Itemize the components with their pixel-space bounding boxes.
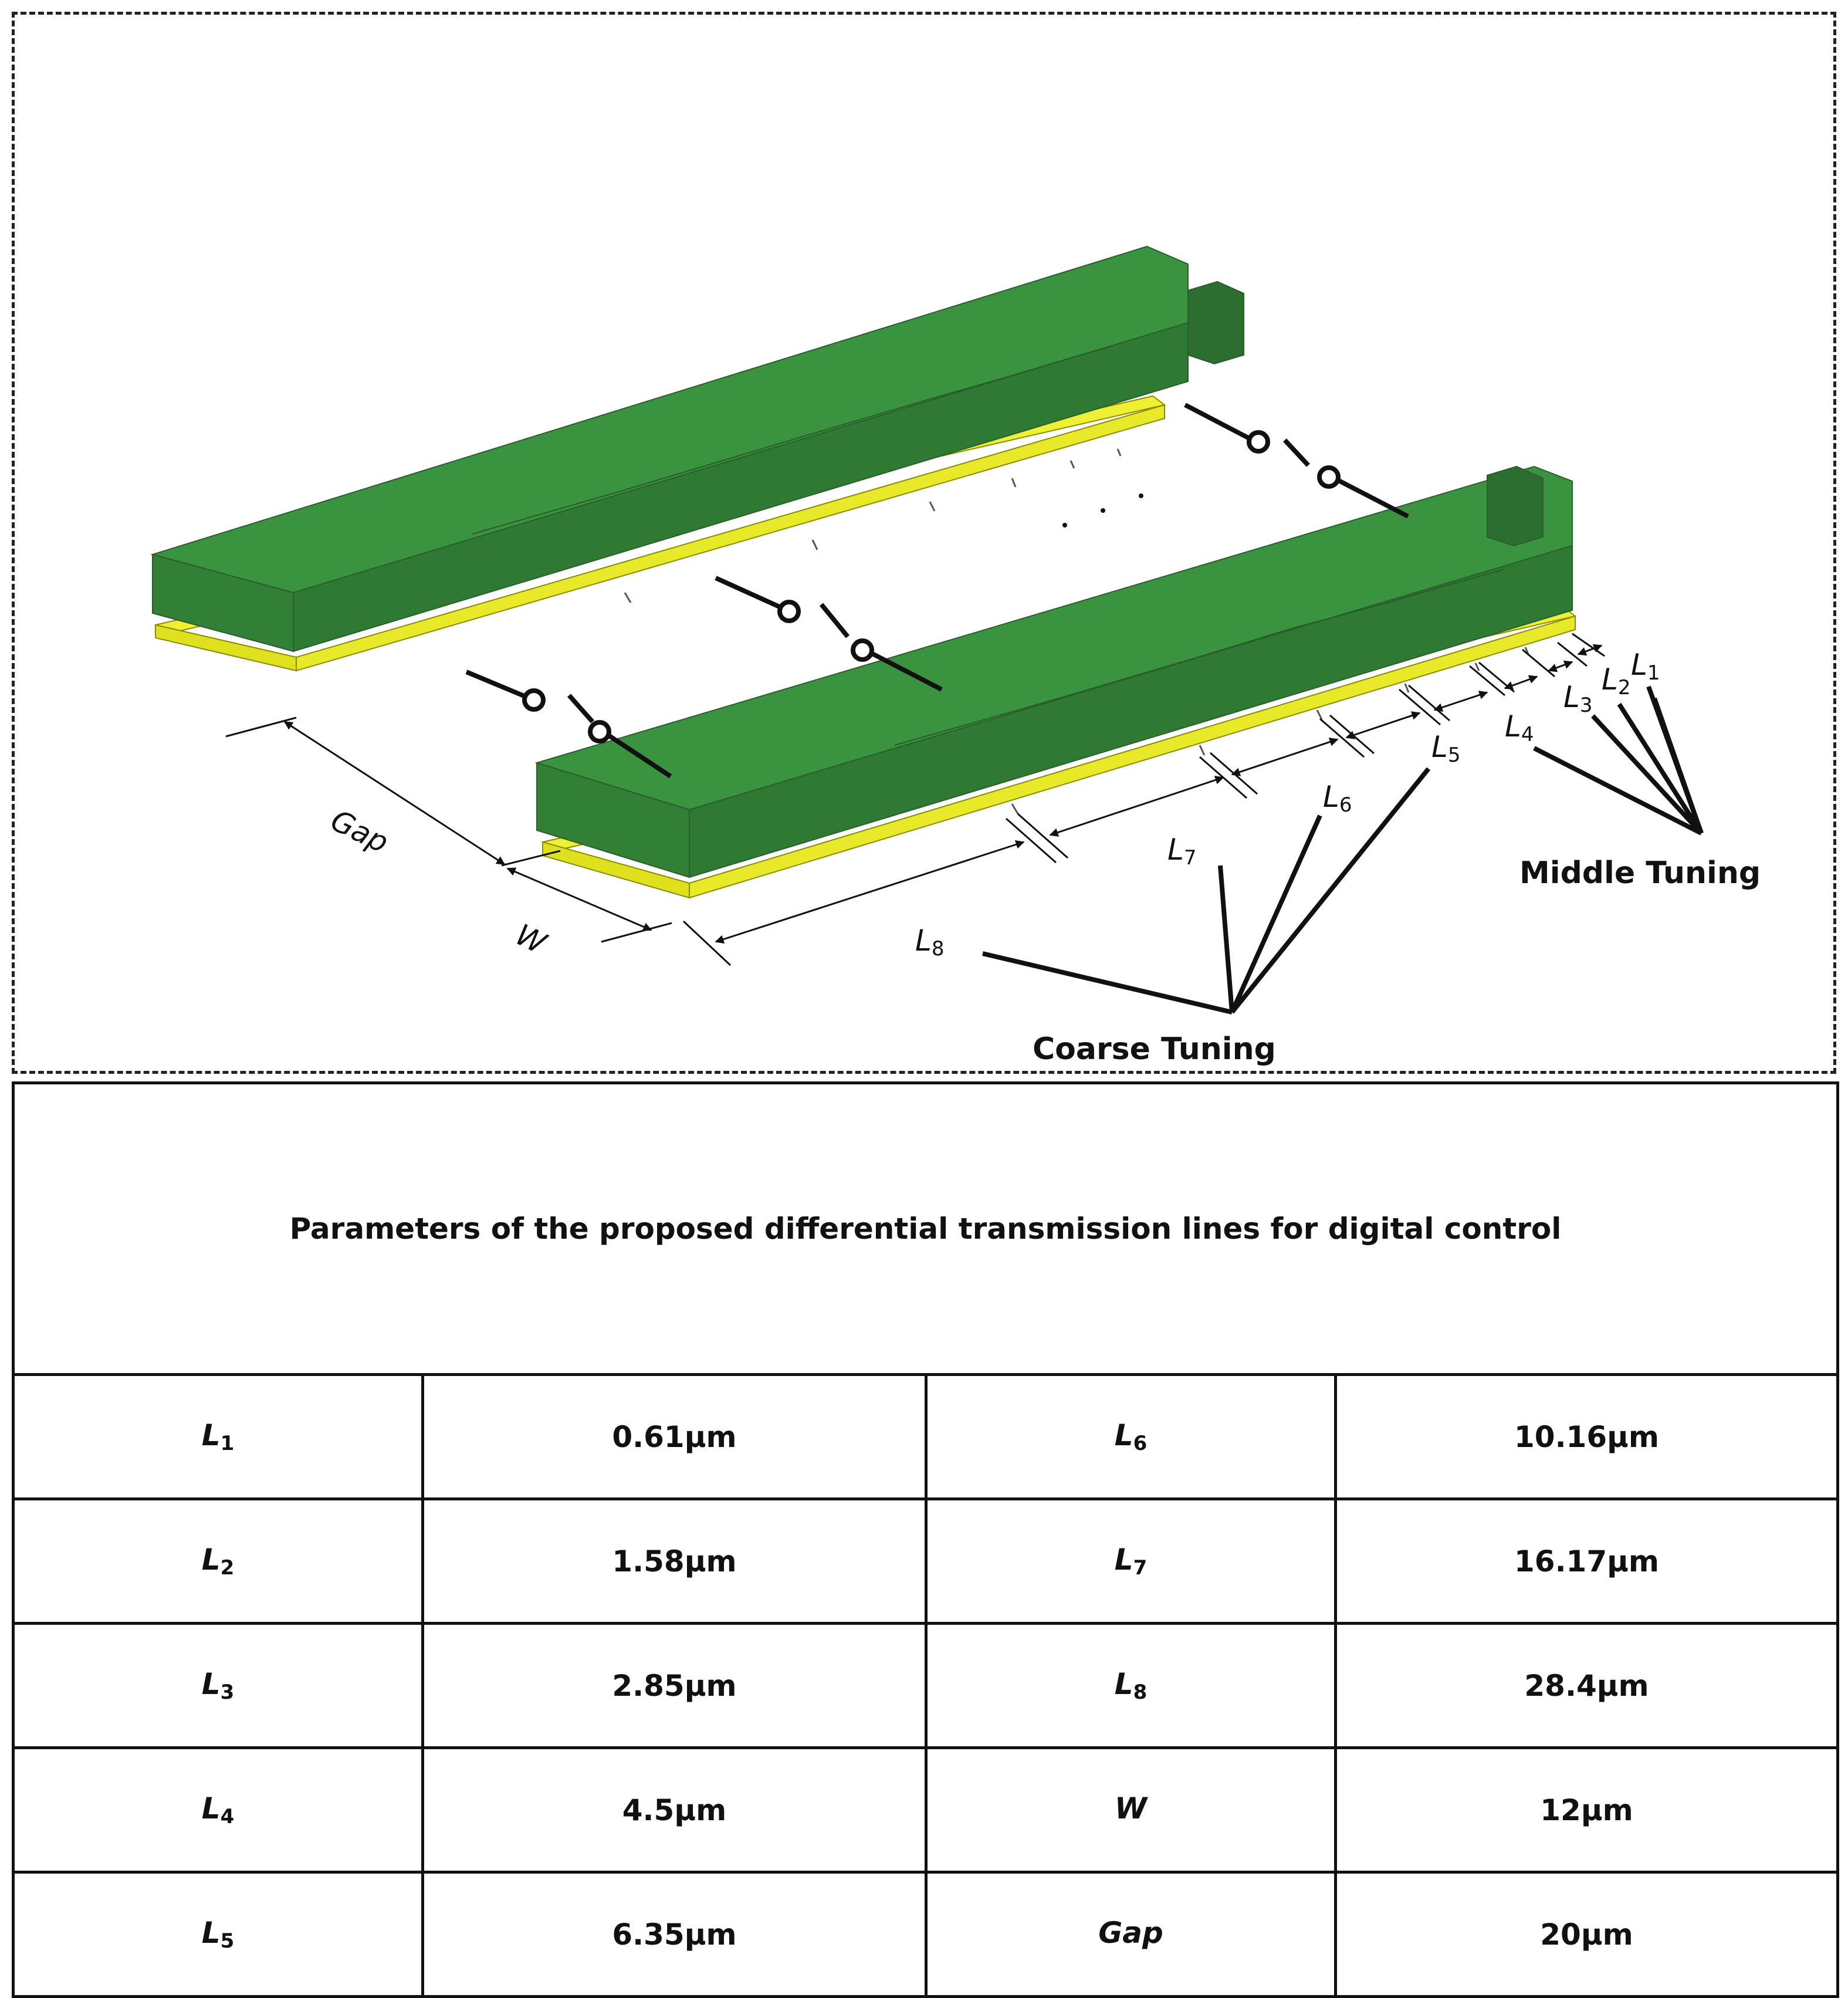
switch-contact — [524, 691, 543, 709]
param-value: 6.35μm — [423, 1872, 926, 1997]
param-value: 16.17μm — [1336, 1499, 1838, 1624]
param-symbol: $L_4$ — [13, 1748, 423, 1872]
param-value: 1.58μm — [423, 1499, 926, 1624]
transmission-line-diagram — [15, 15, 1839, 1077]
param-symbol: $L_3$ — [13, 1624, 423, 1748]
gap-label: Gap — [325, 803, 394, 860]
switch-contact — [1249, 432, 1268, 451]
table-row — [13, 1499, 1838, 1624]
param-symbol: $L_8$ — [926, 1624, 1336, 1748]
front-slab-tab — [1487, 466, 1543, 546]
switch-contact — [590, 722, 609, 741]
table-row — [13, 1748, 1838, 1872]
param-value: 0.61μm — [423, 1375, 926, 1499]
l3-label: L3 — [1563, 680, 1593, 717]
param-symbol: $L_7$ — [926, 1499, 1336, 1624]
table-row — [13, 1624, 1838, 1748]
l1-label: L1 — [1631, 648, 1660, 685]
param-value: 20μm — [1336, 1872, 1838, 1997]
parameters-table — [12, 1081, 1839, 1998]
l4-label: L4 — [1505, 709, 1534, 746]
param-value: 10.16μm — [1336, 1375, 1838, 1499]
l7-label: L7 — [1167, 833, 1197, 870]
table-row — [13, 1375, 1838, 1499]
switch-contact — [1319, 468, 1338, 486]
l2-label: L2 — [1602, 662, 1631, 699]
param-symbol: $L_6$ — [926, 1375, 1336, 1499]
param-symbol: $L_2$ — [13, 1499, 423, 1624]
coarse-tuning-label: Coarse Tuning — [1033, 1032, 1276, 1067]
w-label: W — [510, 917, 551, 961]
middle-tuning-label: Middle Tuning — [1519, 856, 1761, 891]
ellipsis-dots — [1062, 493, 1143, 528]
switch-contact — [853, 641, 872, 660]
param-value: 12μm — [1336, 1748, 1838, 1872]
param-value: 4.5μm — [423, 1748, 926, 1872]
param-symbol: W — [926, 1748, 1336, 1872]
diagram-panel — [12, 12, 1836, 1074]
table-row — [13, 1872, 1838, 1997]
param-symbol: $L_1$ — [13, 1375, 423, 1499]
back-slab-tab — [1188, 282, 1244, 364]
table-title: Parameters of the proposed differential transmission lines for digital control — [13, 1083, 1838, 1375]
l8-label: L8 — [915, 924, 945, 961]
switch-contact — [780, 602, 798, 621]
param-value: 2.85μm — [423, 1624, 926, 1748]
l5-label: L5 — [1431, 730, 1461, 767]
param-symbol: Gap — [926, 1872, 1336, 1997]
param-symbol: $L_5$ — [13, 1872, 423, 1997]
l6-label: L6 — [1323, 780, 1352, 817]
param-value: 28.4μm — [1336, 1624, 1838, 1748]
